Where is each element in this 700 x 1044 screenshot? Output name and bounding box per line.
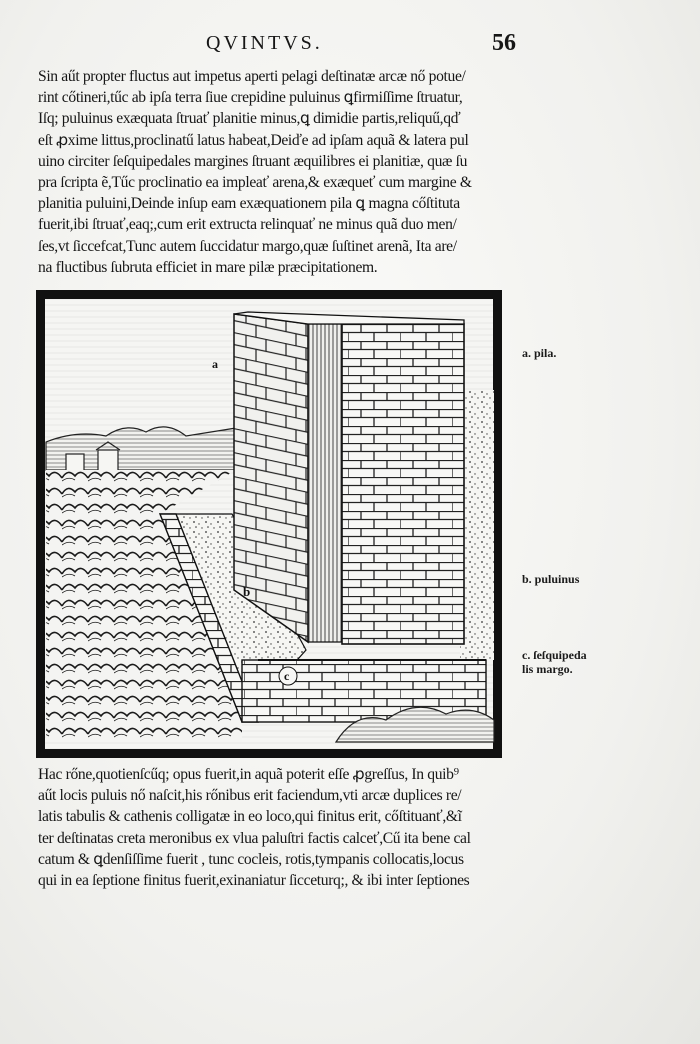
text-line: na fluctibus ſubruta efficiet in mare pilæ præcipitationem. [38,258,378,276]
text-line: planitia puluini,Deinde inſup eam exæquationem pila ꝗ magna cőſtituta [38,195,460,213]
sidenote-c-line1: c. ſeſquipeda [522,648,587,662]
sidenote-c [522,648,642,676]
text-block-bottom [38,764,524,891]
sidenote-a: a. pila. [522,346,557,360]
text-line: catum & ꝗdenſiſſime fuerit , tunc cocleis, rotis,tympanis collocatis,locus [38,850,464,868]
running-title: QVINTVS. [206,32,323,54]
sidenote-b: b. puluinus [522,572,580,586]
figure-label-b: b [243,584,251,599]
text-line: Hac rőne,quotienſcűq; opus fuerit,in aquã poterit eſſe ꝓgreſſus, In quib⁹ [38,766,459,783]
woodcut-illustration [36,290,502,758]
text-line: Sin aűt propter fluctus aut impetus aperti pelagi deſtinatæ arcæ nő potue/ [38,68,466,85]
text-line: Iſq; puluinus exæquata ſtruať planitie minus,ꝗ dimidie partis,reliquű,qď [38,110,461,128]
text-line: ter deſtinatas creta meronibus ex vlua paluſtri factis calceť,Cű ita bene cal [38,829,471,847]
page-header [0,32,700,62]
woodcut-drawing [36,290,502,758]
text-line: pra ſcripta ẽ,Tűc proclinatio ea impleať arena,& exæqueť cum margine & [38,173,472,191]
text-line: eſt ꝓxime littus,proclinatű latus habeat,Deiďe ad ipſam aquã & latera pul [38,131,469,149]
sidenote-c-line2: lis margo. [522,662,573,676]
page-number: 56 [492,30,516,56]
text-line: aűt locis puluis nő naſcit,his rőnibus erit faciendum,vti arcæ duplices re/ [38,787,462,805]
figure-label-c: c [284,669,290,683]
text-line: uino circiter ſeſquipedales margines ſtruant æquilibres ei planitiæ, quæ ſu [38,152,468,170]
figure-label-a: a [212,357,218,371]
text-block-top [38,66,524,278]
text-line: rint cőtineri,tűc ab ipſa terra ſiue crepidine puluinus ꝗfirmiſſime ſtruatur, [38,89,463,107]
text-line: qui in ea ſeptione finitus fuerit,exinaniatur ſicceturq;, & ibi inter ſeptiones [38,871,470,889]
text-line: latis tabulis & cathenis colligatæ in eo loco,qui finitus erit, cőſtituanť,&ĩ [38,808,462,826]
text-line: fuerit,ibi ſtruať,eaq;,cum erit extructa relinquať ne minus quã duo men/ [38,216,457,234]
text-line: ſes,vt ſiccefcat,Tunc autem ſuccidatur margo,quæ ſuſtinet arenã, Ita are/ [38,237,457,255]
